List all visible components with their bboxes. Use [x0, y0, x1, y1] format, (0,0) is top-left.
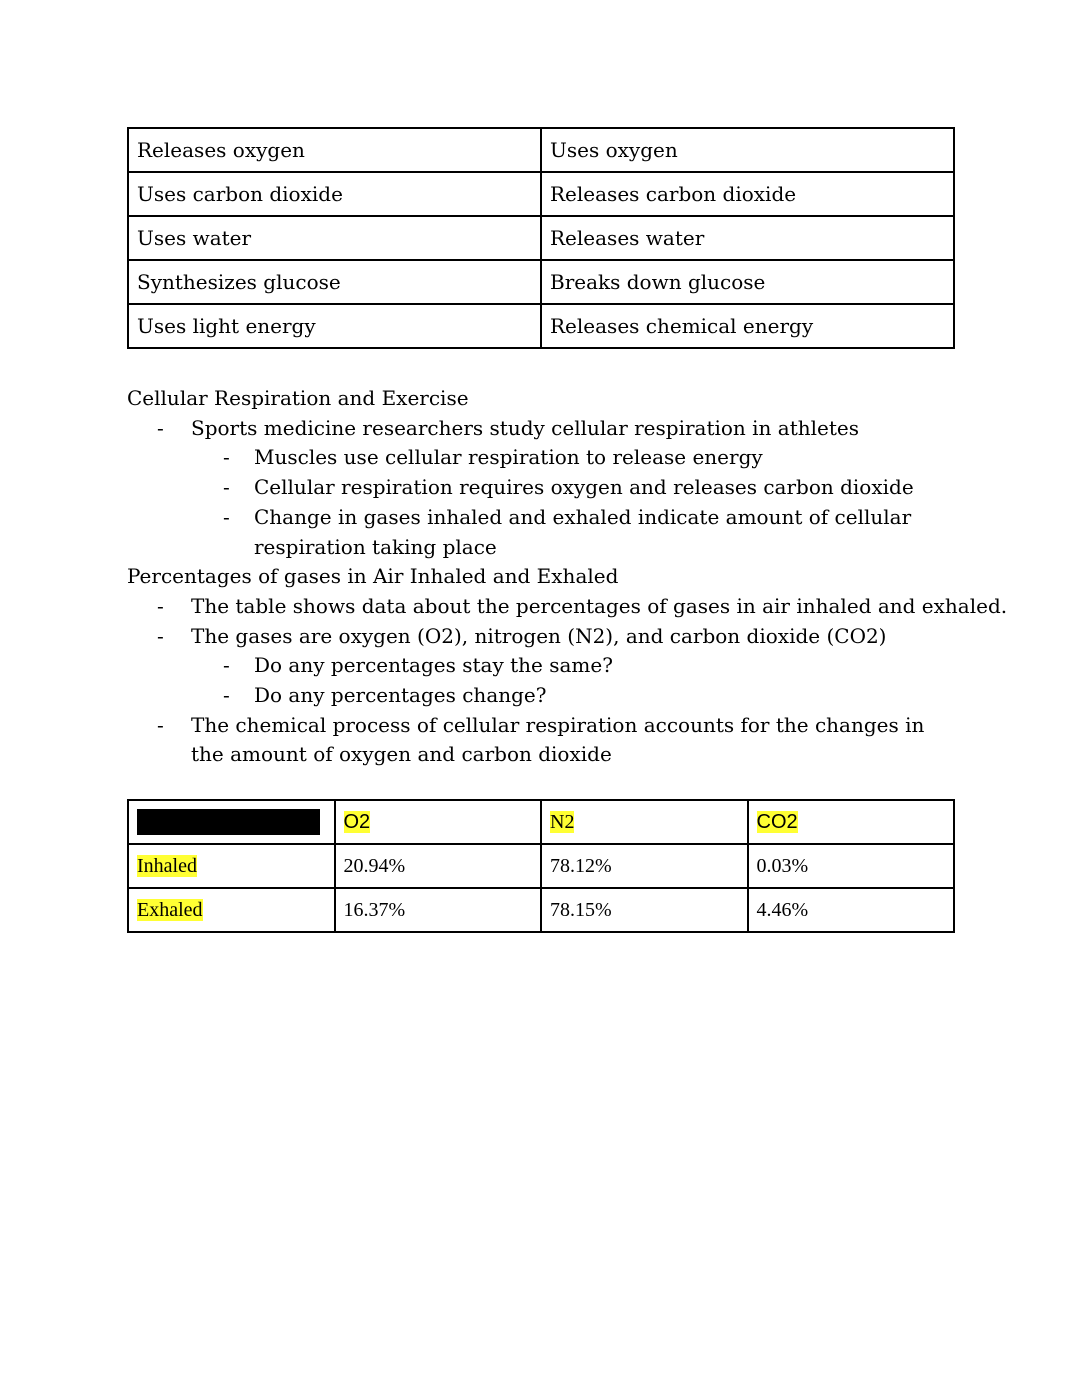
list-item-text: Cellular respiration requires oxygen and releases carbon dioxide	[254, 475, 914, 500]
section-heading: Percentages of gases in Air Inhaled and Exhaled	[127, 564, 619, 589]
section-heading: Cellular Respiration and Exercise	[127, 386, 469, 410]
bullet-dash: -	[223, 475, 230, 500]
bullet-dash: -	[223, 653, 230, 678]
bullet-dash: -	[157, 712, 164, 737]
bullet-dash: -	[223, 683, 230, 708]
list-item-text: The table shows data about the percentages of gases in air inhaled and exhaled.	[191, 593, 1008, 618]
table-row	[128, 216, 954, 260]
table-cell: Uses water	[128, 216, 541, 260]
table-cell: 0.03%	[748, 844, 955, 888]
list-item	[127, 443, 947, 473]
bullet-dash: -	[223, 445, 230, 470]
list-item	[127, 711, 947, 770]
list-item-text: The chemical process of cellular respiration accounts for the changes in the amount of oxygen and carbon dioxide	[191, 712, 925, 767]
table-row	[128, 844, 954, 888]
table-header-row	[128, 800, 954, 844]
row-label-exhaled: Exhaled	[128, 888, 335, 932]
table-cell: 4.46%	[748, 888, 955, 932]
column-header-o2: O2	[335, 800, 542, 844]
list-item-text: Do any percentages stay the same?	[254, 653, 613, 678]
redaction-box	[137, 809, 320, 835]
comparison-table	[127, 127, 955, 349]
list-item-text: The gases are oxygen (O2), nitrogen (N2), and carbon dioxide (CO2)	[191, 623, 887, 648]
table-cell: Uses oxygen	[541, 128, 954, 172]
column-header-n2: N2	[541, 800, 748, 844]
list-item-text: Muscles use cellular respiration to release energy	[254, 445, 763, 470]
table-cell: 78.12%	[541, 844, 748, 888]
list-item	[127, 622, 947, 652]
table-cell: Releases chemical energy	[541, 304, 954, 348]
list-item	[127, 651, 947, 681]
table-cell: Releases oxygen	[128, 128, 541, 172]
list-item-text: Sports medicine researchers study cellular respiration in athletes	[191, 415, 860, 440]
table-cell: 20.94%	[335, 844, 542, 888]
table-cell: Synthesizes glucose	[128, 260, 541, 304]
table-row	[128, 172, 954, 216]
list-item	[127, 414, 947, 444]
row-label-inhaled: Inhaled	[128, 844, 335, 888]
list-item	[127, 592, 1008, 622]
table-row	[128, 304, 954, 348]
column-header-co2: CO2	[748, 800, 955, 844]
bullet-dash: -	[157, 623, 164, 648]
table-cell: Releases water	[541, 216, 954, 260]
table-cell: Uses carbon dioxide	[128, 172, 541, 216]
list-item	[127, 473, 947, 503]
table-cell: 16.37%	[335, 888, 542, 932]
notes-outline	[127, 384, 1008, 770]
list-item	[127, 681, 947, 711]
list-item	[127, 503, 947, 562]
table-row	[128, 888, 954, 932]
bullet-dash: -	[157, 415, 164, 440]
list-item-text: Change in gases inhaled and exhaled indicate amount of cellular respiration taking place	[254, 504, 912, 559]
table-cell: Uses light energy	[128, 304, 541, 348]
list-item-text: Do any percentages change?	[254, 683, 547, 708]
redacted-cell	[128, 800, 335, 844]
bullet-dash: -	[157, 593, 164, 618]
gas-percentage-table	[127, 799, 955, 933]
table-cell: Breaks down glucose	[541, 260, 954, 304]
bullet-dash: -	[223, 504, 230, 529]
table-cell: Releases carbon dioxide	[541, 172, 954, 216]
table-row	[128, 128, 954, 172]
table-row	[128, 260, 954, 304]
table-cell: 78.15%	[541, 888, 748, 932]
